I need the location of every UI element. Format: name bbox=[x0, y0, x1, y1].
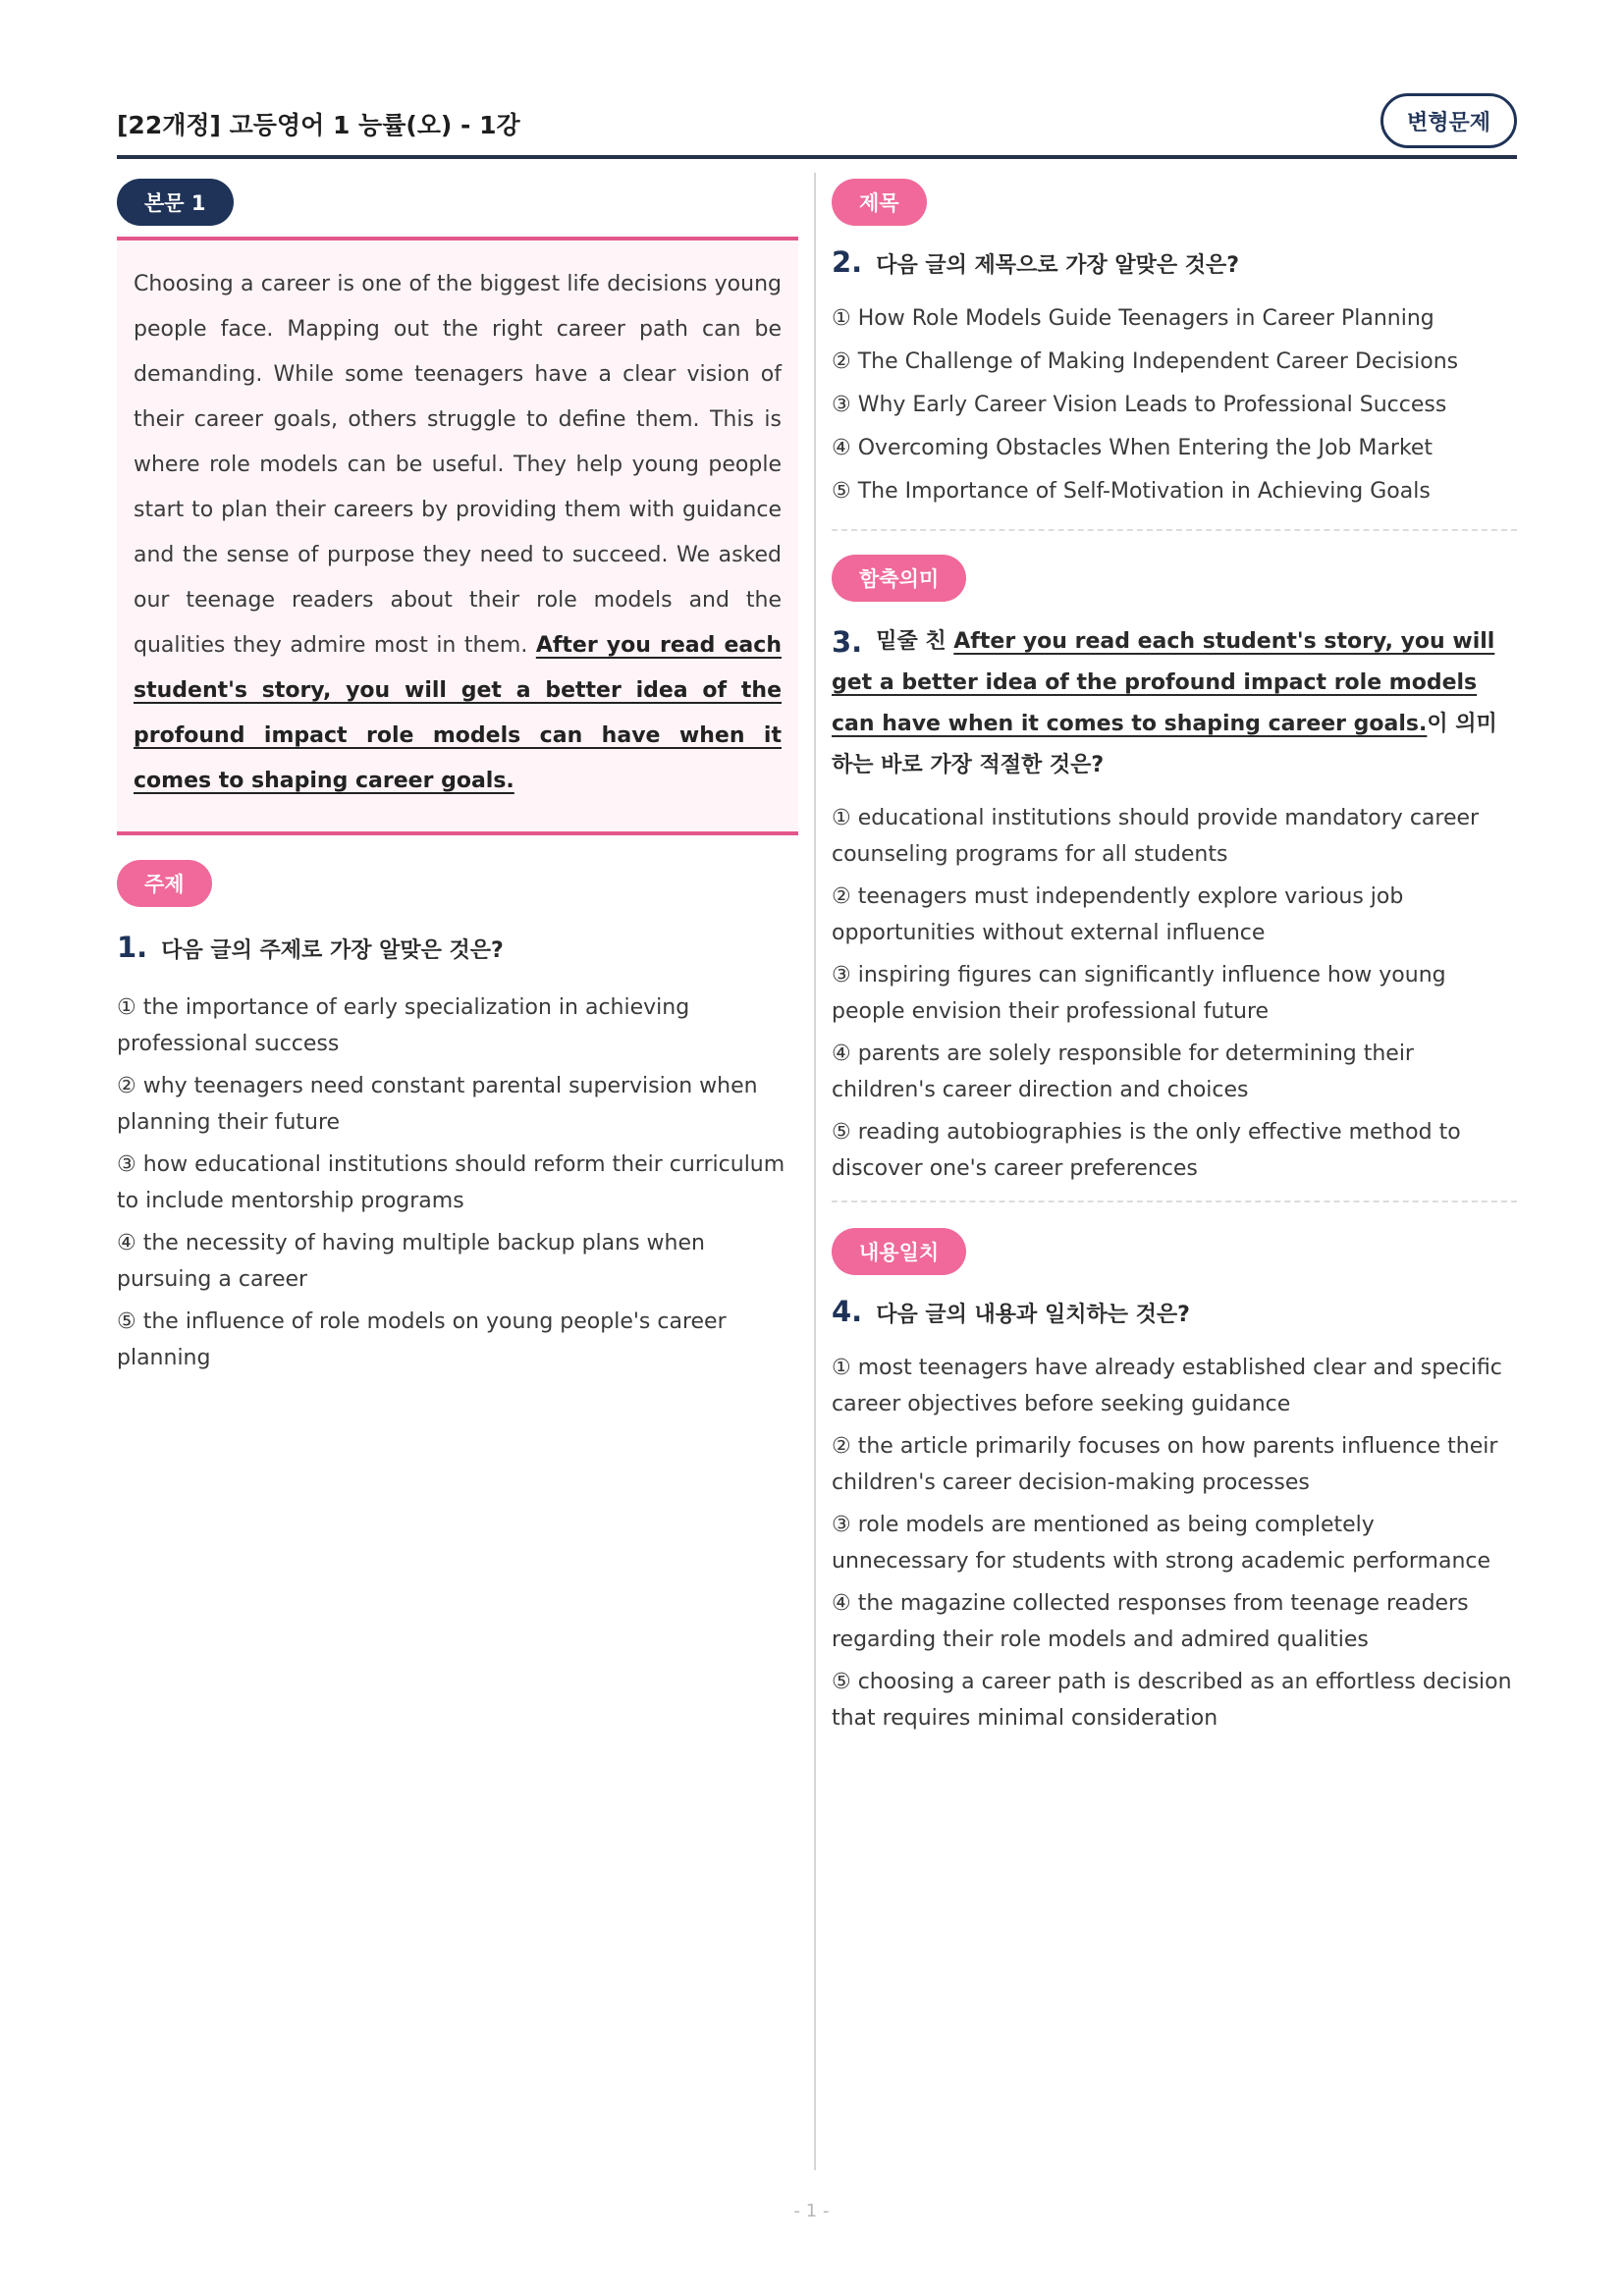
question-type-badge: 변형문제 bbox=[1380, 93, 1517, 148]
question-3-tag: 함축의미 bbox=[832, 555, 966, 602]
question-3-prompt-suffix: 이 의미하는 바로 가장 적절한 것은? bbox=[832, 712, 1497, 777]
question-4-tag: 내용일치 bbox=[832, 1228, 966, 1275]
question-1-option-4[interactable]: ④ the necessity of having multiple backup plans when pursuing a career bbox=[117, 1231, 705, 1292]
question-1-option-2[interactable]: ② why teenagers need constant parental supervision when planning their future bbox=[117, 1074, 758, 1135]
question-4-option-2[interactable]: ② the article primarily focuses on how parents influence their children's career decision-making processes bbox=[832, 1434, 1498, 1495]
right-column bbox=[832, 179, 1517, 1742]
question-2-option-3[interactable]: ③ Why Early Career Vision Leads to Professional Success bbox=[832, 393, 1447, 417]
document-title: [22개정] 고등영어 1 능률(오) - 1강 bbox=[117, 111, 520, 139]
question-4-option-4[interactable]: ④ the magazine collected responses from teenage readers regarding their role models and admired qualities bbox=[832, 1591, 1469, 1652]
question-3-header bbox=[832, 621, 1517, 786]
header-divider bbox=[117, 155, 1517, 159]
question-4-header bbox=[832, 1295, 1517, 1336]
question-3-options bbox=[832, 800, 1517, 1187]
question-3-option-3[interactable]: ③ inspiring figures can significantly influence how young people envision their professional future bbox=[832, 963, 1446, 1024]
question-2-option-5[interactable]: ⑤ The Importance of Self-Motivation in Achieving Goals bbox=[832, 479, 1431, 504]
page-number: - 1 - bbox=[793, 2201, 830, 2221]
left-column bbox=[117, 179, 798, 1382]
question-2-option-4[interactable]: ④ Overcoming Obstacles When Entering the Job Market bbox=[832, 436, 1434, 460]
question-1-option-3[interactable]: ③ how educational institutions should reform their curriculum to include mentorship programs bbox=[117, 1152, 785, 1213]
question-2-option-1[interactable]: ① How Role Models Guide Teenagers in Career Planning bbox=[832, 306, 1434, 331]
passage-text bbox=[134, 262, 782, 804]
question-3-option-4[interactable]: ④ parents are solely responsible for determining their children's career direction and choices bbox=[832, 1041, 1414, 1102]
question-1-option-5[interactable]: ⑤ the influence of role models on young people's career planning bbox=[117, 1309, 727, 1370]
question-1-option-1[interactable]: ① the importance of early specialization in achieving professional success bbox=[117, 995, 690, 1056]
section-divider bbox=[832, 529, 1517, 531]
passage-box bbox=[117, 237, 798, 835]
question-2-options bbox=[832, 300, 1517, 509]
question-4-option-3[interactable]: ③ role models are mentioned as being completely unnecessary for students with strong academic performance bbox=[832, 1513, 1491, 1574]
question-4-option-1[interactable]: ① most teenagers have already established clear and specific career objectives before seeking guidance bbox=[832, 1356, 1502, 1416]
question-4-prompt: 다음 글의 내용과 일치하는 것은? bbox=[876, 1303, 1190, 1327]
passage-body: Choosing a career is one of the biggest life decisions young people face. Mapping out the right career path can be demanding. While some teenagers have a clear vision of their career goals, others struggle to define them. This is where role models can be useful. They help young people start to plan their careers by providing them with guidance and the sense of purpose they need to succeed. We asked our teenage readers about their role models and the qualities they admire most in them. bbox=[134, 272, 782, 658]
question-4-options bbox=[832, 1350, 1517, 1736]
question-2-number: 2. bbox=[832, 245, 863, 279]
question-3-option-5[interactable]: ⑤ reading autobiographies is the only effective method to discover one's career preferences bbox=[832, 1120, 1461, 1181]
question-3-prompt-underlined: After you read each student's story, you will get a better idea of the profound impact role models can have when it comes to shaping career goals. bbox=[832, 629, 1495, 736]
passage-underlined-sentence: After you read each student's story, you will get a better idea of the profound impact role models can have when it comes to shaping career goals. bbox=[134, 633, 782, 793]
section-divider bbox=[832, 1201, 1517, 1202]
question-3-number: 3. bbox=[832, 625, 863, 659]
question-4-option-5[interactable]: ⑤ choosing a career path is described as an effortless decision that requires minimal consideration bbox=[832, 1670, 1512, 1731]
column-divider bbox=[814, 173, 816, 2170]
question-3-prompt bbox=[832, 629, 1497, 777]
question-1-header bbox=[117, 931, 798, 972]
passage-label: 본문 1 bbox=[117, 179, 234, 226]
question-2-header bbox=[832, 245, 1517, 287]
question-1-options bbox=[117, 989, 798, 1376]
question-3-option-1[interactable]: ① educational institutions should provide mandatory career counseling programs for all students bbox=[832, 806, 1480, 867]
question-1-prompt: 다음 글의 주제로 가장 알맞은 것은? bbox=[161, 938, 504, 963]
page-header bbox=[117, 92, 1517, 159]
question-2-option-2[interactable]: ② The Challenge of Making Independent Career Decisions bbox=[832, 349, 1459, 374]
question-2-tag: 제목 bbox=[832, 179, 927, 226]
question-1-number: 1. bbox=[117, 931, 148, 964]
question-3-prompt-prefix: 밑줄 친 bbox=[876, 629, 954, 654]
question-2-prompt: 다음 글의 제목으로 가장 알맞은 것은? bbox=[876, 253, 1240, 278]
question-4-number: 4. bbox=[832, 1295, 863, 1328]
question-3-option-2[interactable]: ② teenagers must independently explore various job opportunities without external influence bbox=[832, 884, 1404, 945]
question-1-tag: 주제 bbox=[117, 860, 212, 907]
